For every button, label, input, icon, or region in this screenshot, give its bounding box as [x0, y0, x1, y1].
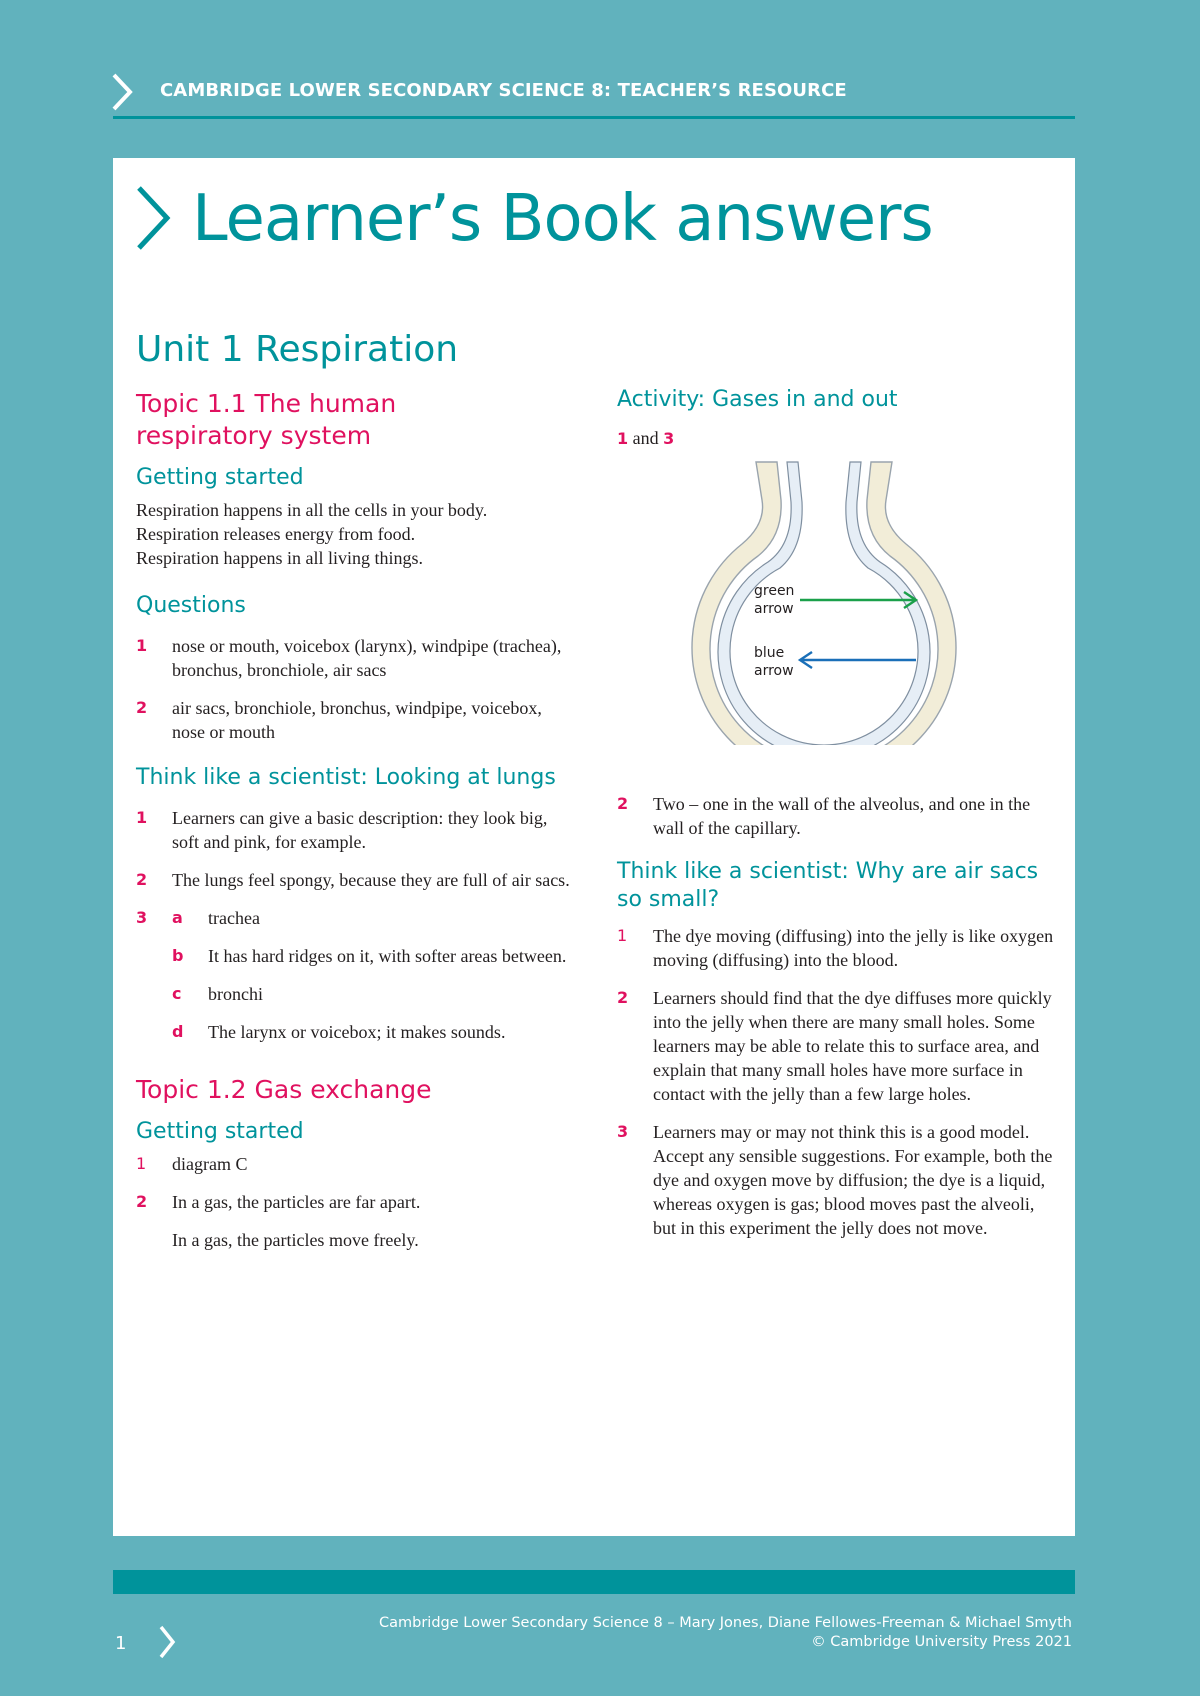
questions-heading: Questions [136, 593, 246, 618]
getting-started-line: Respiration happens in all the cells in your body. [136, 500, 488, 520]
left-column [136, 388, 576, 1266]
getting-started-heading: Getting started [136, 1119, 304, 1144]
getting-started-line: Respiration happens in all living things. [136, 548, 423, 568]
think-air-sacs-heading: Think like a scientist: Why are air sacs so small? [617, 859, 1039, 912]
list-item: b It has hard ridges on it, with softer areas between. [172, 946, 567, 966]
right-column-lower [617, 792, 1057, 1254]
activity-heading: Activity: Gases in and out [617, 387, 898, 412]
list-item: 2 In a gas, the particles are far apart. [136, 1192, 421, 1212]
list-item: 3 Learners may or may not think this is a good model. Accept any sensible suggestions. For example, both the dye and oxygen move by diffusion; the dye is a liquid, whereas oxygen is gas; blood moves past the alveoli, but in this experiment the jelly does not move. [617, 1122, 1053, 1238]
list-item: 1 diagram C [136, 1154, 248, 1174]
list-item: 1 nose or mouth, voicebox (larynx), windpipe (trachea), bronchus, bronchiole, air sacs [136, 636, 562, 680]
list-item: 3 a trachea [136, 908, 260, 928]
chevron-right-icon [134, 184, 174, 252]
unit-title: Unit 1 Respiration [136, 329, 459, 370]
think-lungs-heading: Think like a scientist: Looking at lungs [136, 765, 556, 790]
and-line: 1 and 3 [617, 428, 675, 448]
list-item: 2 Two – one in the wall of the alveolus, and one in the wall of the capillary. [617, 794, 1031, 838]
page-title: Learner’s Book answers [192, 182, 933, 256]
footer-credits [379, 1614, 1072, 1652]
footer-line: © Cambridge University Press 2021 [811, 1634, 1072, 1650]
green-arrow-label: arrow [754, 601, 794, 617]
blue-arrow-label: arrow [754, 663, 794, 679]
blue-arrow-label: blue [754, 645, 785, 661]
getting-started-line: Respiration releases energy from food. [136, 524, 416, 544]
topic-1-1-title: Topic 1.1 The human respiratory system [136, 389, 397, 450]
list-item: d The larynx or voicebox; it makes sounds. [172, 1022, 506, 1042]
list-item: 1 The dye moving (diffusing) into the jelly is like oxygen moving (diffusing) into the blood. [617, 926, 1054, 970]
getting-started-heading: Getting started [136, 465, 304, 490]
header-title: CAMBRIDGE LOWER SECONDARY SCIENCE 8: TEACHER’S RESOURCE [160, 80, 847, 101]
list-item: 2 Learners should find that the dye diffuses more quickly into the jelly when there are many small holes. Some learners may be able to relate this to surface area, and explain that many small holes have more surface in contact with the jelly than a few large holes. [617, 988, 1052, 1104]
chevron-right-icon [110, 72, 134, 112]
alveolus-diagram [690, 460, 960, 745]
list-item: In a gas, the particles move freely. [172, 1230, 419, 1250]
list-item: 1 Learners can give a basic description: they look big, soft and pink, for example. [136, 808, 548, 852]
topic-1-2-title: Topic 1.2 Gas exchange [136, 1075, 432, 1104]
chevron-right-icon [158, 1624, 176, 1660]
page-number: 1 [115, 1633, 127, 1654]
list-item: c bronchi [172, 984, 263, 1004]
green-arrow-label: green [754, 583, 795, 599]
list-item: 2 air sacs, bronchiole, bronchus, windpipe, voicebox, nose or mouth [136, 698, 542, 742]
right-column [617, 386, 1057, 461]
list-item: 2 The lungs feel spongy, because they are full of air sacs. [136, 870, 570, 890]
header-rule [113, 116, 1075, 119]
footer-line: Cambridge Lower Secondary Science 8 – Mary Jones, Diane Fellowes-Freeman & Michael Smyth [379, 1615, 1072, 1631]
footer-bar [113, 1570, 1075, 1594]
